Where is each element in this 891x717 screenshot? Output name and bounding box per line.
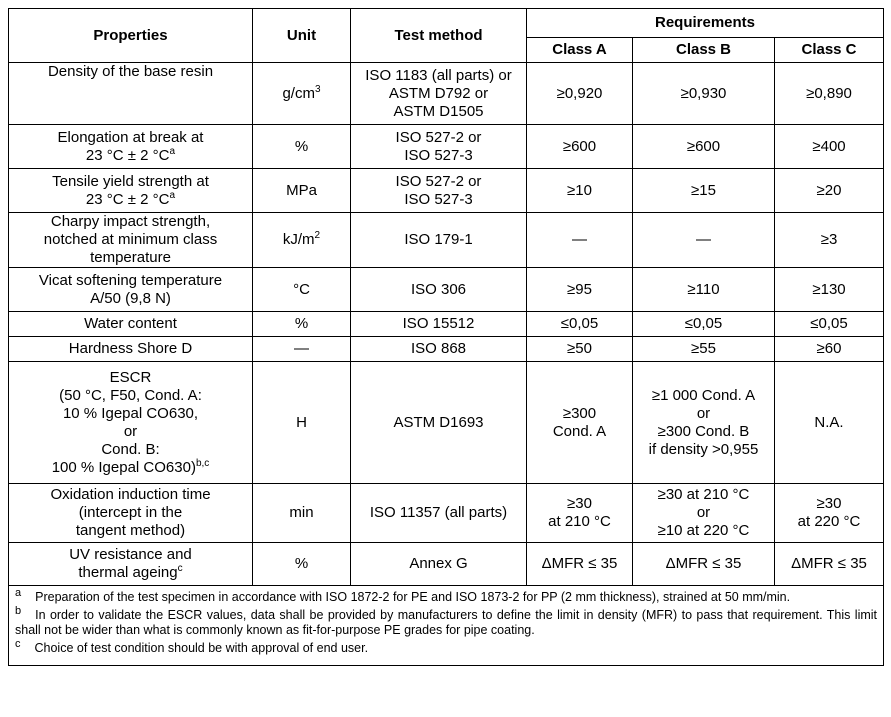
unit-cell [253,543,351,586]
cell-line: ≥400 [812,137,846,155]
footnote-mark: c [15,637,21,650]
class-b-cell [633,169,775,213]
table-row [9,268,884,312]
cell-line: ≥0,890 [806,84,852,102]
unit-text: — [294,340,309,357]
cell-line: ≥300 Cond. B [657,422,750,440]
cell-line: ≥20 [816,181,842,199]
cell-line: 23 °C ± 2 °C [85,146,170,164]
unit-text: min [289,504,314,521]
unit-text: % [294,315,309,332]
table-row [9,484,884,543]
cell-line: ISO 868 [410,340,467,357]
property-cell [9,484,253,543]
unit-text: H [296,413,307,431]
property-cell [9,543,253,586]
header-class-b: Class B [633,38,775,63]
unit-cell [253,268,351,312]
unit-cell [253,362,351,484]
unit-text: g/cm [282,84,315,102]
cell-line: or [696,404,711,422]
cell-line: ISO 1183 (all parts) or [365,66,512,84]
cell-line: ISO 527-3 [404,190,473,208]
cell-line: ISO 11357 (all parts) [369,504,508,521]
cell-line: A/50 (9,8 N) [90,289,171,307]
cell-line: ISO 179-1 [404,231,473,248]
unit-cell [253,169,351,213]
footnote-text: In order to validate the ESCR values, data shall be provided by manufacturers to define the limit in density (MFR) to pass that requirement. This limit shall not be wider than what is commonly known as fit-for-purpose PE grades for pipe coating. [15,608,878,637]
table-row [9,312,884,337]
cell-line: ≥60 [816,340,842,357]
cell-line: ≥3 [820,231,838,248]
cell-line: — [696,231,711,248]
footnote-mark: b [15,604,22,617]
test-method-cell [351,312,527,337]
table-row [9,362,884,484]
footnote-b [15,604,878,638]
footnote-ref: b,c [195,457,210,469]
cell-line: or [696,504,711,521]
cell-line: ASTM D1505 [393,102,484,120]
unit-exponent: 3 [314,83,321,95]
property-cell [9,213,253,268]
cell-line: if density >0,955 [648,440,759,458]
cell-line: (intercept in the [78,504,183,521]
class-b-cell [633,543,775,586]
cell-line: Density of the base resin [47,63,214,80]
class-b-cell [633,125,775,169]
test-method-cell [351,125,527,169]
cell-line: ≥30 [567,495,592,512]
cell-line: notched at minimum class [43,231,218,248]
class-b-cell [633,312,775,337]
cell-line: 10 % Igepal CO630, [62,404,199,422]
cell-line: ≥50 [567,340,592,357]
class-c-cell [775,543,884,586]
cell-line: — [572,231,587,248]
cell-line: 23 °C ± 2 °C [85,190,170,208]
cell-line: ≥10 [567,181,592,199]
unit-cell [253,125,351,169]
unit-cell [253,213,351,268]
table-row [9,169,884,213]
cell-line: at 220 °C [797,513,861,530]
cell-line: ASTM D1693 [393,413,484,431]
cell-line: thermal ageing [78,564,178,581]
cell-line: Water content [84,315,177,332]
property-cell [9,312,253,337]
table-row [9,337,884,362]
cell-line: Elongation at break at [57,128,204,146]
cell-line: at 210 °C [548,513,611,530]
header-class-c: Class C [775,38,884,63]
class-c-cell [775,268,884,312]
cell-line: Vicat softening temperature [38,271,223,289]
cell-line: ≤0,05 [810,315,848,332]
unit-text: MPa [286,181,317,199]
requirements-table [8,8,884,666]
unit-text: °C [293,280,310,298]
class-c-cell [775,169,884,213]
class-a-cell [527,63,633,125]
test-method-cell [351,213,527,268]
class-a-cell [527,169,633,213]
class-c-cell [775,362,884,484]
property-cell [9,337,253,362]
footnote-mark: a [15,586,22,599]
cell-line: N.A. [814,413,844,431]
class-a-cell [527,312,633,337]
property-cell [9,169,253,213]
class-a-cell [527,543,633,586]
cell-line: ΔMFR ≤ 35 [541,555,618,572]
class-a-cell [527,213,633,268]
class-b-cell [633,362,775,484]
cell-line: (50 °C, F50, Cond. A: [59,386,202,404]
cell-line: Tensile yield strength at [52,172,209,190]
cell-line: ≥0,930 [680,84,727,102]
cell-line: ISO 527-2 or [395,172,482,190]
cell-line: Cond. A [552,422,607,440]
class-b-cell [633,337,775,362]
class-b-cell [633,63,775,125]
property-cell [9,125,253,169]
class-a-cell [527,268,633,312]
class-b-cell [633,268,775,312]
footnote-text: Choice of test condition should be with approval of end user. [34,641,369,655]
cell-line: UV resistance and [69,546,192,563]
property-cell [9,63,253,125]
cell-line: ASTM D792 or [388,84,489,102]
test-method-cell [351,484,527,543]
cell-line: ≥300 [562,404,597,422]
cell-line: ISO 306 [410,280,467,298]
cell-line: ΔMFR ≤ 35 [791,555,867,572]
requirements-table-container [8,8,883,666]
unit-cell [253,63,351,125]
class-c-cell [775,337,884,362]
test-method-cell [351,362,527,484]
table-row [9,63,884,125]
test-method-cell [351,543,527,586]
cell-line: Annex G [409,555,468,572]
cell-line: ≥95 [567,280,592,298]
footnotes [9,586,884,666]
cell-line: ≥600 [562,137,597,155]
cell-line: ≥15 [691,181,716,199]
cell-line: ≥30 at 210 °C [657,486,750,503]
cell-line: ≥110 [687,280,720,298]
unit-cell [253,337,351,362]
unit-cell [253,312,351,337]
table-row [9,543,884,586]
footnote-ref: a [169,145,176,157]
cell-line: ΔMFR ≤ 35 [665,555,742,572]
cell-line: ≥55 [691,340,716,357]
cell-line: Charpy impact strength, [50,213,211,230]
class-a-cell [527,484,633,543]
test-method-cell [351,337,527,362]
cell-line: temperature [90,249,171,266]
cell-line: ≥1 000 Cond. A [651,386,756,404]
footnote-ref: a [169,189,176,201]
unit-cell [253,484,351,543]
cell-line: 100 % Igepal CO630) [51,458,196,476]
unit-exponent: 2 [314,230,321,241]
cell-line: ≥10 at 220 °C [657,522,750,539]
footnote-c [15,637,877,656]
cell-line: Oxidation induction time [50,486,211,503]
footnote-ref: c [177,563,183,574]
unit-text: % [294,137,309,155]
cell-line: ISO 527-2 or [395,128,482,146]
footnote-a [15,586,877,605]
header-requirements: Requirements [527,9,884,38]
cell-line: ≥30 [816,495,842,512]
header-test-method: Test method [351,9,527,63]
header-unit: Unit [253,9,351,63]
cell-line: ≥600 [686,137,721,155]
cell-line: ≤0,05 [684,315,723,332]
cell-line: ESCR [109,368,152,386]
table-row [9,213,884,268]
footnote-text: Preparation of the test specimen in accordance with ISO 1872-2 for PE and ISO 1873-2 for PP (2 mm thickness), strained at 50 mm/min. [35,590,791,604]
class-c-cell [775,63,884,125]
test-method-cell [351,268,527,312]
class-b-cell [633,484,775,543]
unit-text: % [294,555,309,572]
table-row [9,125,884,169]
test-method-cell [351,169,527,213]
cell-line: Cond. B: [101,440,160,458]
class-c-cell [775,312,884,337]
table-body [9,63,884,586]
property-cell [9,362,253,484]
header-class-a: Class A [527,38,633,63]
class-a-cell [527,362,633,484]
cell-line: ≤0,05 [560,315,599,332]
class-c-cell [775,125,884,169]
class-c-cell [775,484,884,543]
class-b-cell [633,213,775,268]
property-cell [9,268,253,312]
class-a-cell [527,125,633,169]
class-a-cell [527,337,633,362]
cell-line: tangent method) [75,522,186,539]
header-properties: Properties [9,9,253,63]
cell-line: ISO 15512 [402,315,475,332]
cell-line: Hardness Shore D [68,340,193,357]
cell-line: ISO 527-3 [404,146,473,164]
unit-text: kJ/m [282,231,315,248]
cell-line: ≥130 [812,280,846,298]
cell-line: ≥0,920 [556,84,603,102]
class-c-cell [775,213,884,268]
cell-line: or [123,422,138,440]
test-method-cell [351,63,527,125]
